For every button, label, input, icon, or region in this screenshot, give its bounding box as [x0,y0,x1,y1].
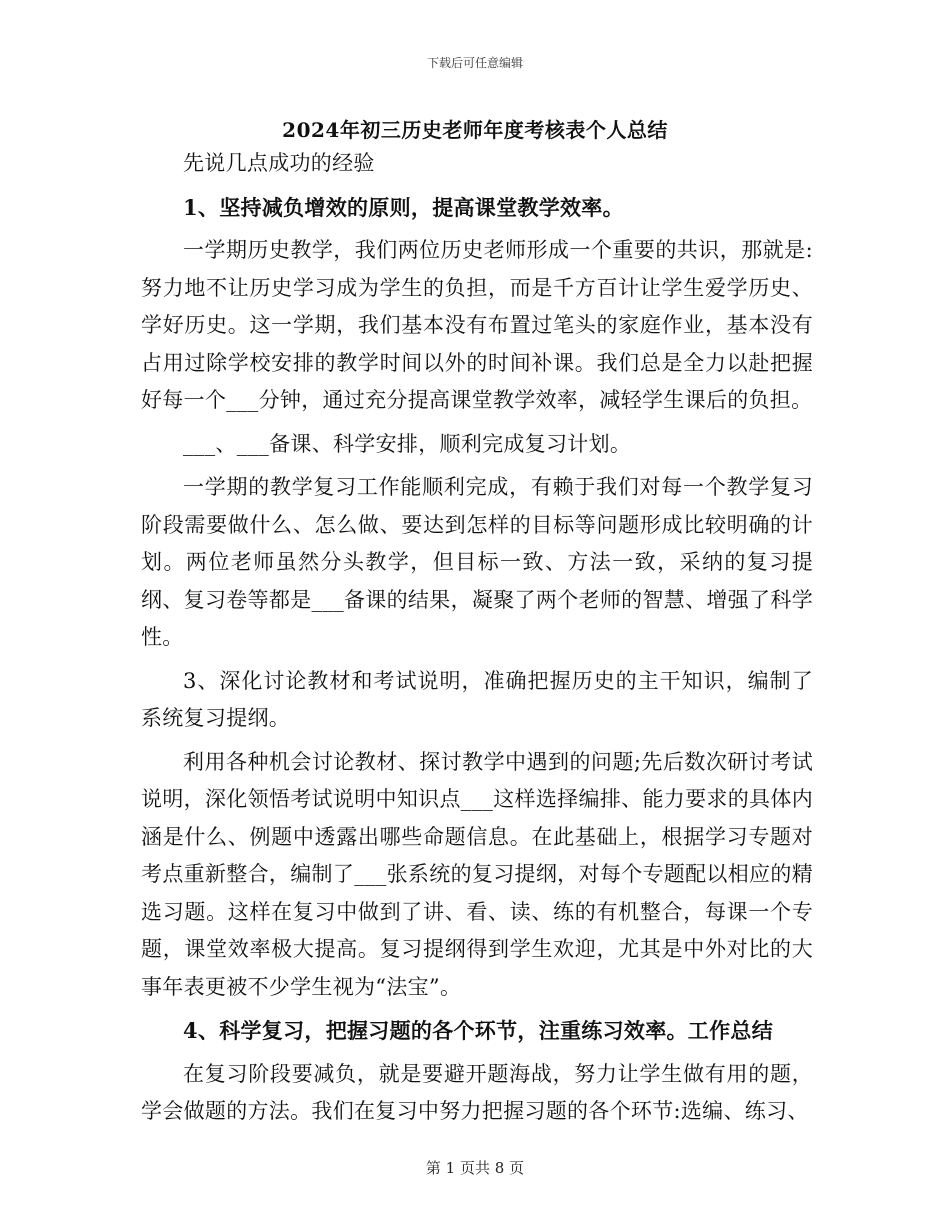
section-heading-3: 3、深化讨论教材和考试说明，准确把握历史的主干知识，编制了系统复习提纲。 [141,668,813,730]
document-title: 2024年初三历史老师年度考核表个人总结 [282,118,668,142]
paragraph-4: 在复习阶段要减负，就是要避开题海战，努力让学生做有用的题，学会做题的方法。我们在复习中努力把握习题的各个环节:选编、练习、 [141,1061,813,1123]
document-body [141,145,813,1137]
section-heading-2: ___、___备课、科学安排，顺利完成复习计划。 [183,431,632,456]
paragraph-intro: 先说几点成功的经验 [183,151,375,175]
paragraph-1: 一学期历史教学，我们两位历史老师形成一个重要的共识，那就是:努力地不让历史学习成为学生的负担，而是千方百计让学生爱学历史、学好历史。这一学期，我们基本没有布置过笔头的家庭作业，基本没有占用过除学校安排的教学时间以外的时间补课。我们总是全力以赴把握好每一个___分钟，通过充分提高课堂教学效率，减轻学生课后的负担。 [141,238,813,412]
section-heading-4: 4、科学复习，把握习题的各个环节，注重练习效率。工作总结 [183,1018,774,1043]
paragraph-3: 利用各种机会讨论教材、探讨教学中遇到的问题;先后数次研讨考试说明，深化领悟考试说明中知识点___这样选择编排、能力要求的具体内涵是什么、例题中透露出哪些命题信息。在此基础上，根据学习专题对考点重新整合，编制了___张系统的复习提纲，对每个专题配以相应的精选习题。这样在复习中做到了讲、看、读、练的有机整合，每课一个专题，课堂效率极大提高。复习提纲得到学生欢迎，尤其是中外对比的大事年表更被不少学生视为“法宝”。 [141,749,813,999]
header-note: 下载后可任意编辑 [426,56,523,70]
paragraph-2: 一学期的教学复习工作能顺利完成，有赖于我们对每一个教学复习阶段需要做什么、怎么做、要达到怎样的目标等问题形成比较明确的计划。两位老师虽然分头教学，但目标一致、方法一致，采纳的复习提纲、复习卷等都是___备课的结果，凝聚了两个老师的智慧、增强了科学性。 [141,475,813,649]
section-heading-1: 1、坚持减负增效的原则，提高课堂教学效率。 [183,194,624,220]
page-number-footer: 第 1 页共 8 页 [425,1159,525,1177]
